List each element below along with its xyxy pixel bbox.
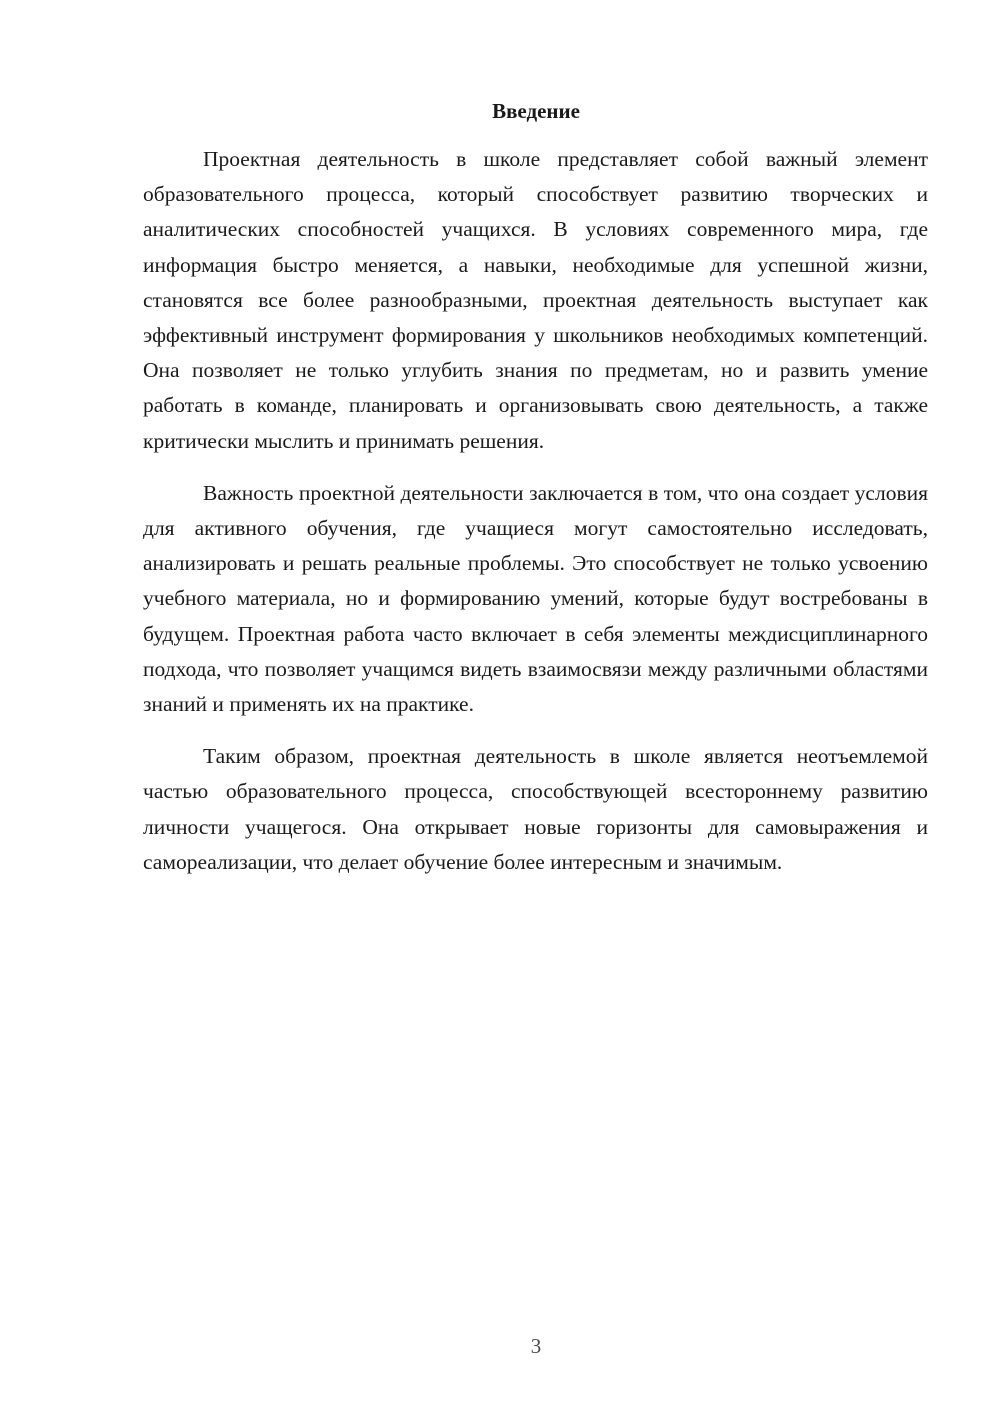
paragraph-1: Проектная деятельность в школе представляет собой важный элемент образовательного процесса, который способствует развитию творческих и аналитических способностей учащихся. В условиях современного мира, где информация быстро меняется, а навыки, необходимые для успешной жизни, становятся все более разнообразными, проектная деятельность выступает как эффективный инструмент формирования у школьников необходимых компетенций. Она позволяет не только углубить знания по предметам, но и развить умение работать в команде, планировать и организовывать свою деятельность, а также критически мыслить и принимать решения. <box>143 147 928 453</box>
paragraph-3: Таким образом, проектная деятельность в школе является неотъемлемой частью образовательного процесса, способствующей всестороннему развитию личности учащегося. Она открывает новые горизонты для самовыражения и самореализации, что делает обучение более интересным и значимым. <box>143 744 928 874</box>
body-text <box>143 142 928 897</box>
paragraph-2: Важность проектной деятельности заключается в том, что она создает условия для активного обучения, где учащиеся могут самостоятельно исследовать, анализировать и решать реальные проблемы. Это способствует не только усвоению учебного материала, но и формированию умений, которые будут востребованы в будущем. Проектная работа часто включает в себя элементы междисциплинарного подхода, что позволяет учащимся видеть взаимосвязи между различными областями знаний и применять их на практике. <box>143 480 928 717</box>
section-heading: Введение <box>492 99 580 123</box>
page-number: 3 <box>530 1334 542 1358</box>
